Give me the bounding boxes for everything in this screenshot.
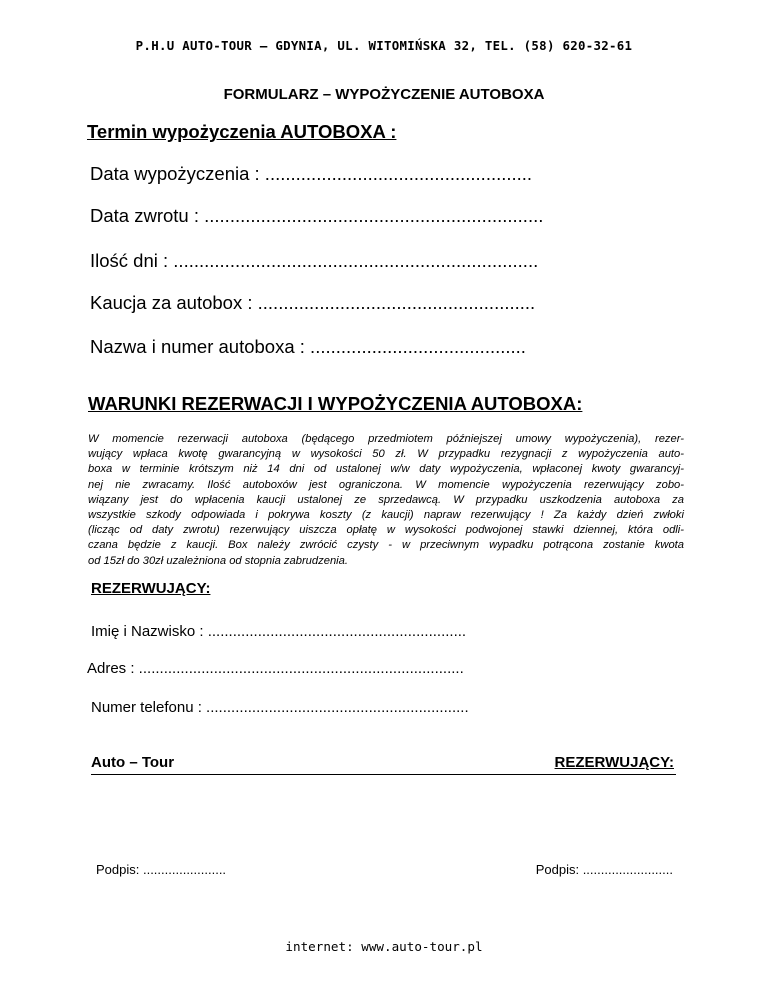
- signature-field-reserver: Podpis: .........................: [535, 862, 673, 877]
- signature-party-reserver: REZERWUJĄCY:: [554, 754, 674, 771]
- conditions-line: (licząc od daty zwrotu) rezerwujący uiszcza opłatę w wysokości podwojonej stawki dziennej, która odli-: [88, 524, 684, 537]
- phone-number-field: Numer telefonu : ...............................................................: [91, 699, 469, 716]
- name-surname-field: Imię i Nazwisko : ..............................................................: [91, 623, 467, 640]
- deposit-field: Kaucja za autobox : ......................................................: [90, 292, 536, 313]
- footer-website: internet: www.auto-tour.pl: [285, 939, 483, 954]
- signature-party-autotour: Auto – Tour: [91, 754, 175, 771]
- signature-field-autotour: Podpis: .......................: [96, 862, 227, 877]
- reserver-heading: REZERWUJĄCY:: [91, 580, 211, 597]
- conditions-line: wujący wpłaca kwotę gwarancyjną w wysokości 50 zł. W przypadku rezygnacji z wypożyczenia auto-: [88, 448, 684, 461]
- conditions-line: W momencie rezerwacji autoboxa (będącego przedmiotem późniejszej umowy wypożyczenia), rezer-: [88, 433, 684, 445]
- address-field: Adres : ..............................................................................: [87, 660, 464, 677]
- autobox-name-number-field: Nazwa i numer autoboxa : ..........................................: [90, 336, 526, 357]
- conditions-line: czana będzie z kaucji. Box należy zwrócić czysty - w przeciwnym wypadku potrącona zostanie kwota: [88, 539, 684, 552]
- conditions-heading: WARUNKI REZERWACJI I WYPOŻYCZENIA AUTOBOXA:: [88, 393, 583, 414]
- rental-date-field: Data wypożyczenia : ....................................................: [90, 163, 533, 184]
- rental-term-heading: Termin wypożyczenia AUTOBOXA :: [87, 121, 397, 142]
- conditions-line: nej nie zwracamy. Ilość autoboxów jest ograniczona. W momencie wypożyczenia rezerwujący zobo-: [88, 478, 684, 491]
- return-date-field: Data zwrotu : ..................................................................: [90, 205, 544, 226]
- conditions-paragraph: [88, 432, 684, 569]
- conditions-line: wszystkie szkody odpowiada i pokrywa koszty (z kaucji) napraw rezerwujący ! Za każdy dzień zwłoki: [88, 508, 684, 521]
- form-title: FORMULARZ – WYPOŻYCZENIE AUTOBOXA: [223, 86, 545, 103]
- conditions-line: wiązany jest do wpłacenia kaucji ustalonej ze sprzedawcą. W przypadku uszkodzenia autoboxa za: [88, 493, 684, 506]
- conditions-line: od 15zł do 30zł uzależniona od stopnia zabrudzenia.: [88, 554, 348, 567]
- signature-divider-line: [91, 774, 676, 775]
- company-header: P.H.U AUTO-TOUR – GDYNIA, UL. WITOMIŃSKA 32, TEL. (58) 620-32-61: [135, 38, 633, 53]
- conditions-line: boxa w terminie krótszym niż 14 dni od ustalonej w/w daty wypożyczenia, wpłaconej kwoty gwarancyj-: [88, 463, 684, 476]
- days-count-field: Ilość dni : .......................................................................: [90, 250, 539, 271]
